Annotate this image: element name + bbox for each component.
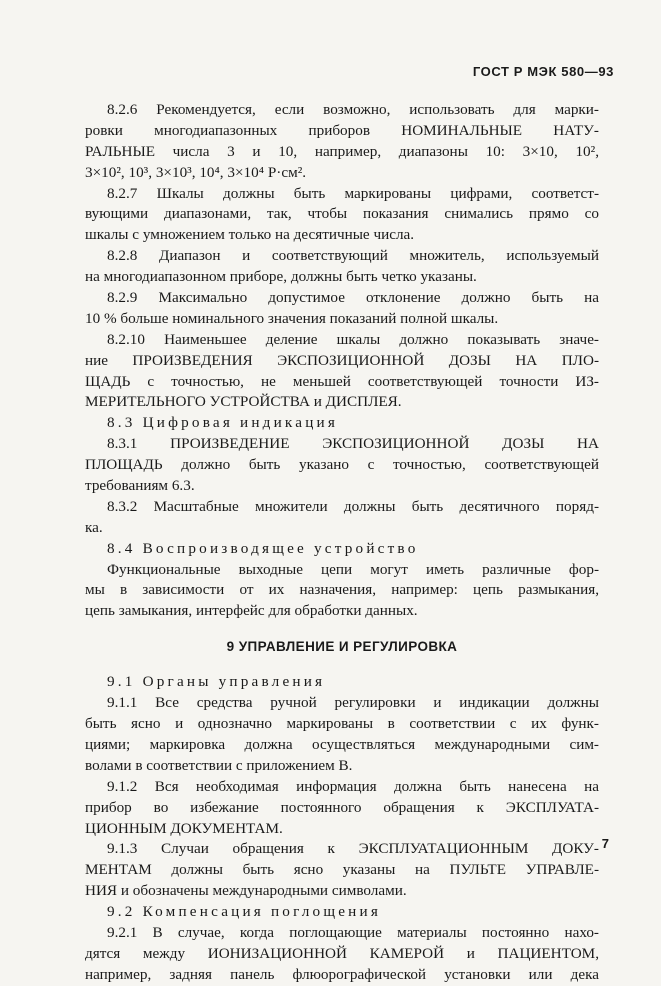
text-line: ПЛОЩАДЬ должно быть указано с точностью, соответствующей [85, 456, 599, 474]
text-line: ЩАДЬ с точностью, не меньшей соответствующей точности ИЗ- [85, 372, 599, 390]
text-line: 8.2.6 Рекомендуется, если возможно, использовать для марки- [107, 101, 599, 118]
text-line: циями; маркировка должна осуществляться международными сим- [85, 735, 599, 753]
text-line: быть ясно и однозначно маркированы в соответствии с их функ- [85, 715, 599, 733]
text-line: 8.4 Воспроизводящее устройство [107, 539, 419, 557]
text-line: 9.1.3 Случаи обращения к ЭКСПЛУАТАЦИОННЫМ ДОКУ- [107, 840, 599, 858]
text-line: ние ПРОИЗВЕДЕНИЯ ЭКСПОЗИЦИОННОЙ ДОЗЫ НА ПЛО- [85, 351, 599, 369]
text-line: 9.1.1 Все средства ручной регулировки и индикации должны [107, 694, 599, 712]
text-line: НИЯ и обозначены международными символами. [85, 882, 407, 900]
section-gap [85, 622, 599, 636]
text-line: цепь замыкания, интерфейс для обработки данных. [85, 602, 418, 620]
text-line: волами в соответствии с приложением В. [85, 756, 353, 774]
text-line: ЦИОННЫМ ДОКУМЕНТАМ. [85, 819, 283, 837]
text-line: 9.1.2 Вся необходимая информация должна быть нанесена на [107, 777, 599, 795]
text-line: 8.3.2 Масштабные множители должны быть десятичного поряд- [107, 497, 599, 515]
text-line: 8.2.10 Наименьшее деление шкалы должно показывать значе- [107, 330, 599, 348]
text-line: вующими диапазонами, так, чтобы показания снимались прямо со [85, 205, 599, 223]
text-line: 8.2.7 Шкалы должны быть маркированы цифрами, соответст- [107, 184, 599, 202]
text-line: 3×10², 10³, 3×10³, 10⁴, 3×10⁴ Р·см². [85, 163, 307, 181]
page-number: 7 [601, 836, 609, 851]
text-line: 8.3 Цифровая индикация [107, 414, 339, 432]
text-line: например, задняя панель флюорографической установки или дека [85, 965, 599, 983]
text-line: шкалы с умножением только на десятичные числа. [85, 226, 415, 244]
section-gap [85, 658, 599, 672]
text-line: ка. [85, 518, 103, 536]
text-line: МЕНТАМ должны быть ясно указаны на ПУЛЬТЕ УПРАВЛЕ- [85, 861, 599, 879]
text-line: 8.2.9 Максимально допустимое отклонение должно быть на [107, 289, 599, 307]
body-text [85, 100, 599, 986]
paragraphs-section-9 [85, 672, 599, 985]
document-header: ГОСТ Р МЭК 580—93 [472, 64, 614, 79]
text-line: требованиям 6.3. [85, 477, 195, 495]
text-line: 8.2.8 Диапазон и соответствующий множитель, используемый [107, 247, 599, 265]
text-line: МЕРИТЕЛЬНОГО УСТРОЙСТВА и ДИСПЛЕЯ. [85, 393, 402, 411]
text-line: 9.1 Органы управления [107, 673, 326, 691]
paragraphs-section-8 [85, 100, 599, 622]
text-line: Функциональные выходные цепи могут иметь различные фор- [107, 560, 599, 578]
text-line: дятся между ИОНИЗАЦИОННОЙ КАМЕРОЙ и ПАЦИЕНТОМ, [85, 944, 599, 962]
text-line: прибор во избежание постоянного обращения к ЭКСПЛУАТА- [85, 798, 599, 816]
text-line: мы в зависимости от их назначения, например: цепь размыкания, [85, 581, 599, 599]
text-line: 9.2 Компенсация поглощения [107, 903, 381, 921]
text-line: РАЛЬНЫЕ числа 3 и 10, например, диапазоны 10: 3×10, 10², [85, 142, 599, 160]
text-line: на многодиапазонном приборе, должны быть четко указаны. [85, 268, 477, 286]
text-line: 9.2.1 В случае, когда поглощающие материалы постоянно нахо- [107, 923, 599, 941]
section-title: 9 УПРАВЛЕНИЕ И РЕГУЛИРОВКА [226, 639, 458, 655]
text-line: ровки многодиапазонных приборов НОМИНАЛЬНЫЕ НАТУ- [85, 121, 599, 139]
text-line: 10 % больше номинального значения показаний полной шкалы. [85, 309, 499, 327]
text-line: 8.3.1 ПРОИЗВЕДЕНИЕ ЭКСПОЗИЦИОННОЙ ДОЗЫ НА [107, 435, 599, 453]
